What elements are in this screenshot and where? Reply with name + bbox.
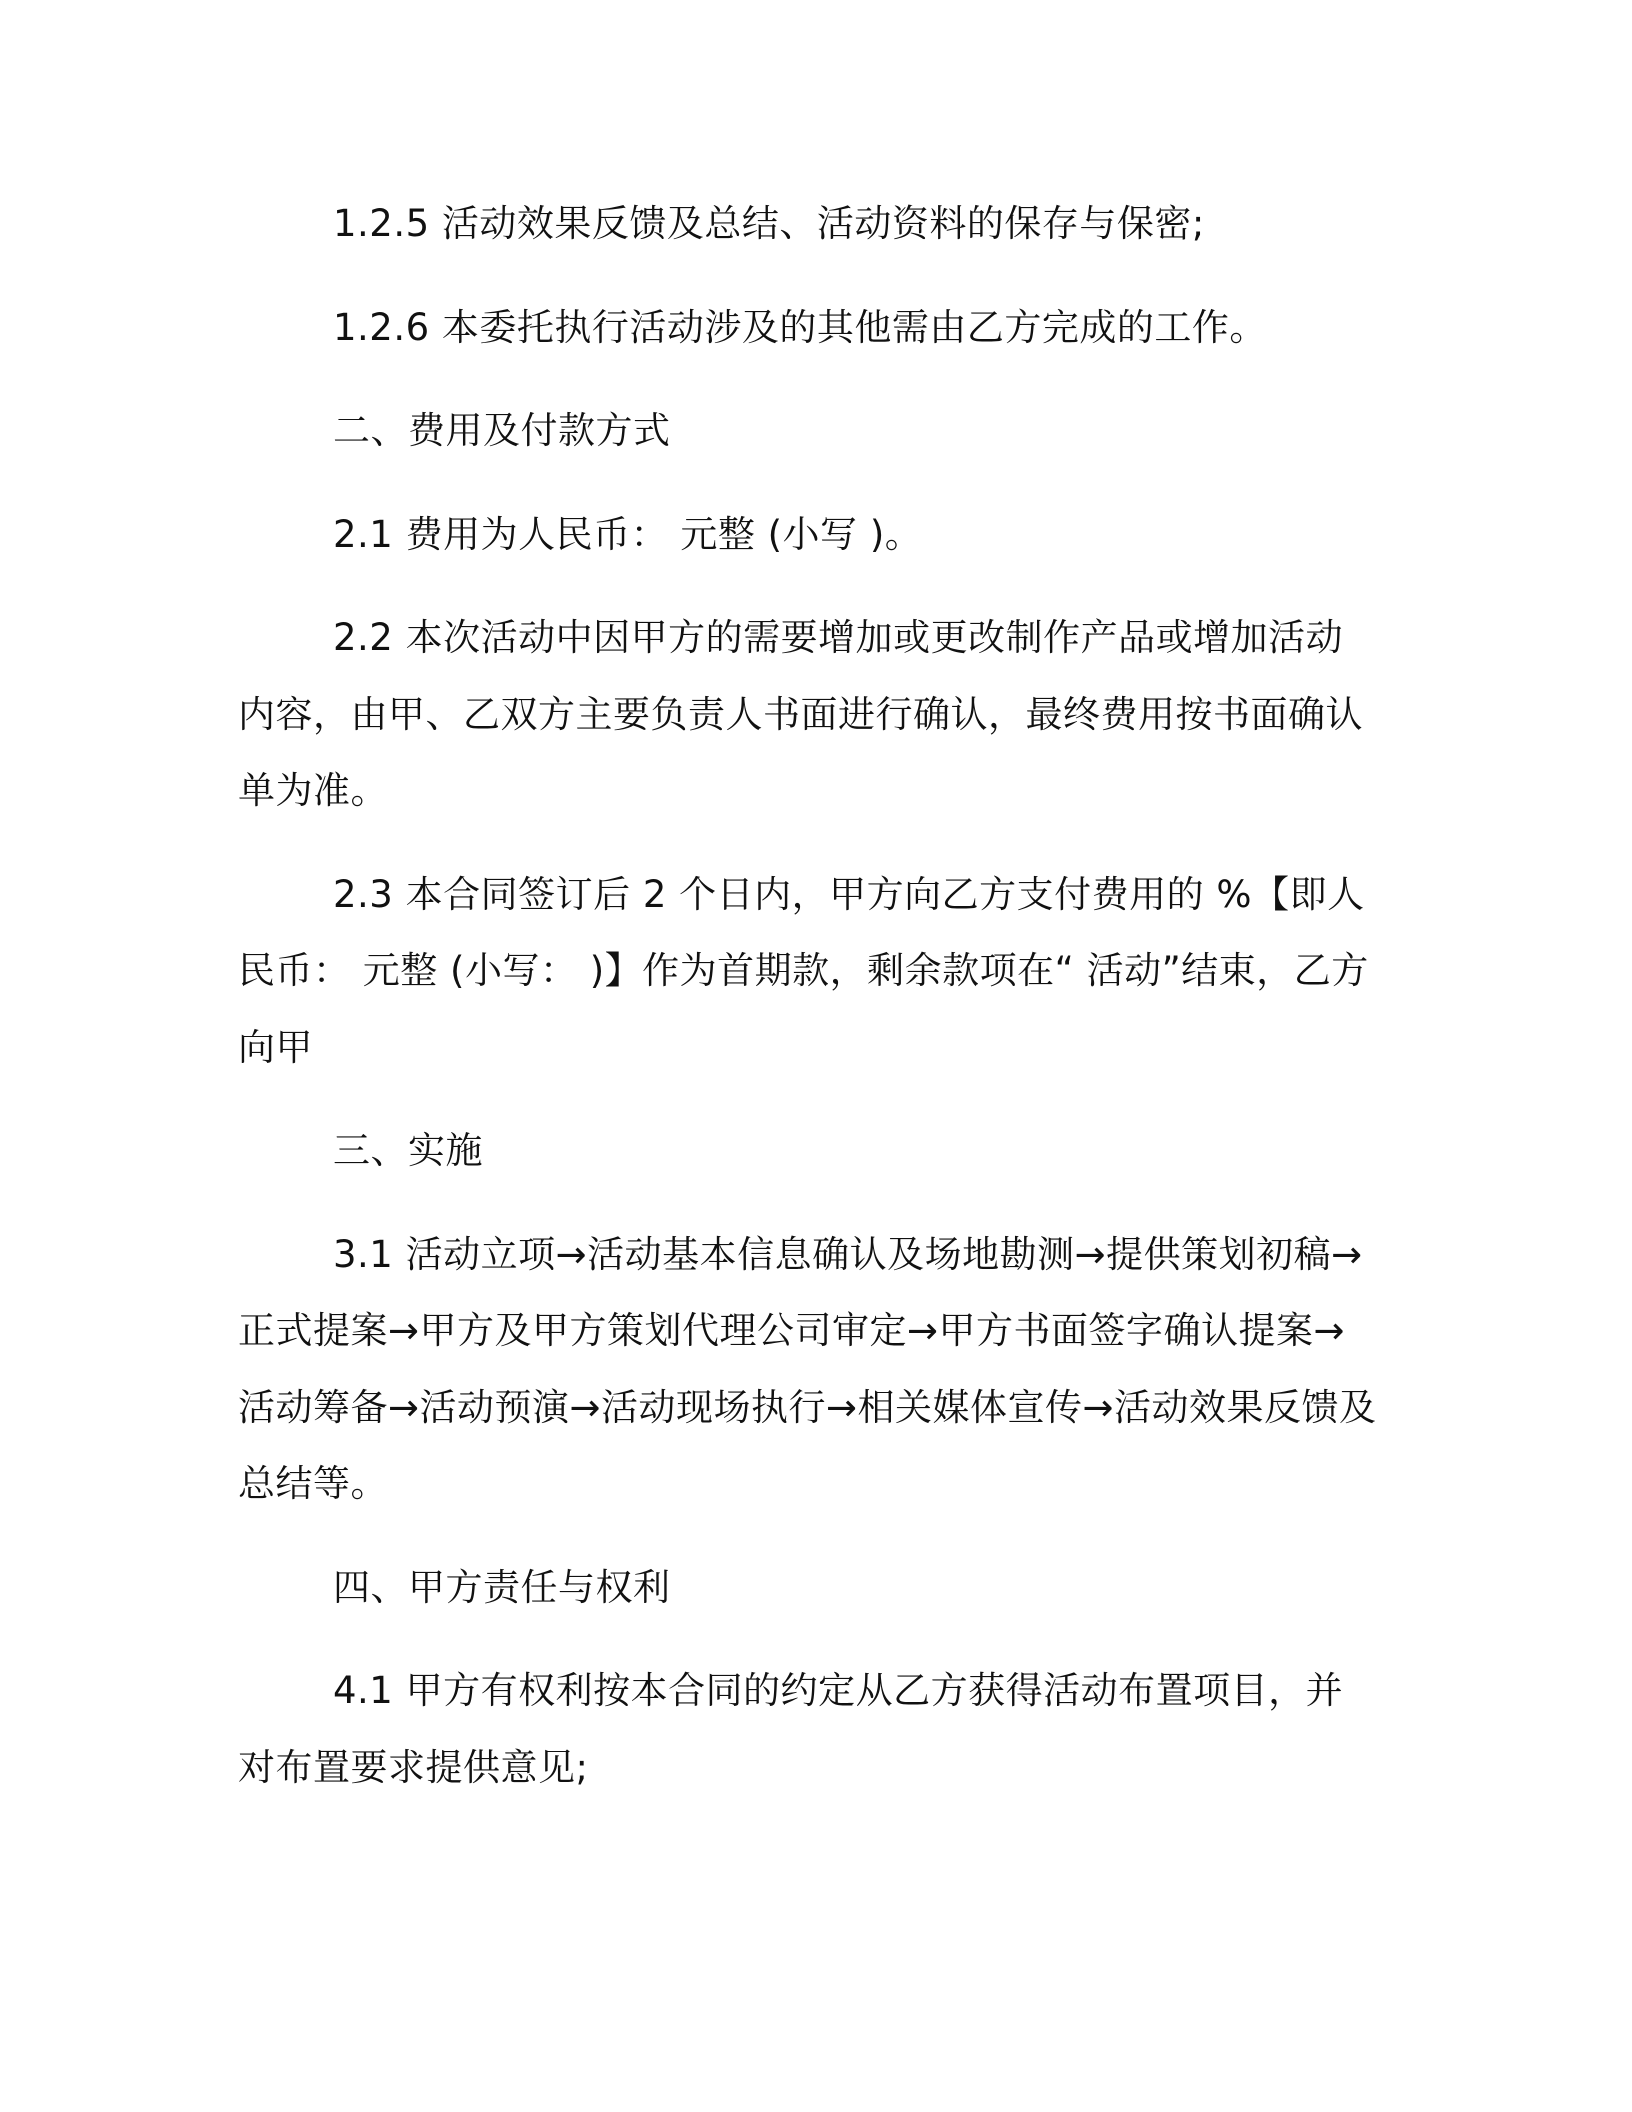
clause-1-2-5: 1.2.5 活动效果反馈及总结、活动资料的保存与保密;: [333, 202, 1205, 245]
section-heading-fees: 二、费用及付款方式: [333, 409, 671, 452]
section-heading-implementation: 三、实施: [333, 1129, 483, 1172]
clause-1-2-6: 1.2.6 本委托执行活动涉及的其他需由乙方完成的工作。: [333, 305, 1267, 349]
clause-2-2: 2.2 本次活动中因甲方的需要增加或更改制作产品或增加活动内容，由甲、乙双方主要负责人书面进行确认，最终费用按书面确认单为准。: [238, 616, 1363, 812]
section-heading-party-a-rights: 四、甲方责任与权利: [333, 1565, 671, 1609]
clause-2-1: 2.1 费用为人民币： 元整 (小写 )。: [333, 512, 923, 556]
clause-4-1: 4.1 甲方有权利按本合同的约定从乙方获得活动布置项目，并对布置要求提供意见;: [238, 1669, 1344, 1789]
document-body: [238, 186, 1378, 1806]
clause-3-1: 3.1 活动立项→活动基本信息确认及场地勘测→提供策划初稿→正式提案→甲方及甲方策划代理公司审定→甲方书面签字确认提案→活动筹备→活动预演→活动现场执行→相关媒体宣传→活动效果反馈及总结等。: [238, 1232, 1377, 1505]
clause-2-3: 2.3 本合同签订后 2 个日内，甲方向乙方支付费用的 %【即人民币： 元整 (小写： )】作为首期款，剩余款项在“ 活动”结束，乙方向甲: [238, 872, 1369, 1069]
